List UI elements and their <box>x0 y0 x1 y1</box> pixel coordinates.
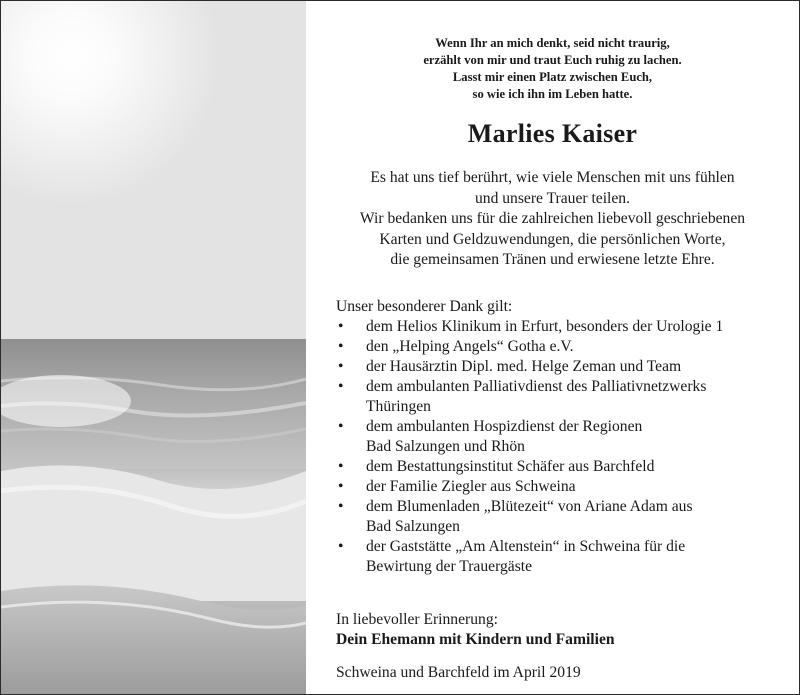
poem-line: Wenn Ihr an mich denkt, seid nicht traurig, <box>435 36 670 50</box>
special-thanks-list <box>336 317 796 577</box>
bullet-icon: • <box>338 498 344 515</box>
thanks-line: Wir bedanken uns für die zahlreichen liebevoll geschriebenen <box>359 210 746 228</box>
list-item-text: dem ambulanten Hospizdienst der Regionen <box>366 418 643 435</box>
bullet-icon: • <box>338 458 344 475</box>
thanks-line: und unsere Trauer teilen. <box>474 189 631 207</box>
bullet-icon: • <box>338 378 344 395</box>
list-item-text: Bad Salzungen <box>366 518 460 535</box>
list-item-text: der Familie Ziegler aus Schweina <box>366 478 576 495</box>
closing-signature <box>336 610 615 650</box>
obituary-text-column <box>306 1 799 694</box>
deceased-name: Marlies Kaiser <box>467 119 638 148</box>
thanks-line: die gemeinsamen Tränen und erwiesene letzte Ehre. <box>390 251 715 269</box>
list-item <box>336 317 796 337</box>
list-item <box>336 457 796 477</box>
list-item <box>336 337 796 357</box>
list-item <box>336 357 796 377</box>
list-item <box>336 417 796 457</box>
list-item-text: der Hausärztin Dipl. med. Helge Zeman und Team <box>366 358 682 375</box>
signatories: Dein Ehemann mit Kindern und Familien <box>336 631 615 648</box>
thanks-line: Es hat uns tief berührt, wie viele Menschen mit uns fühlen <box>370 169 735 186</box>
sea-photo-graphic <box>1 1 306 694</box>
bullet-icon: • <box>338 418 344 435</box>
list-item-text: der Gaststätte „Am Altenstein“ in Schweina für die <box>366 538 686 555</box>
memorial-poem <box>306 35 799 103</box>
list-item-text: den „Helping Angels“ Gotha e.V. <box>366 338 574 355</box>
bullet-icon: • <box>338 338 344 355</box>
list-item-text: Bad Salzungen und Rhön <box>366 438 525 455</box>
thanks-paragraph <box>306 168 799 271</box>
place-and-date: Schweina und Barchfeld im April 2019 <box>336 664 581 681</box>
list-item-text: dem ambulanten Palliativdienst des Palliativnetzwerks <box>366 378 707 395</box>
list-item <box>336 377 796 417</box>
list-item <box>336 537 796 577</box>
special-thanks-heading: Unser besonderer Dank gilt: <box>336 298 513 315</box>
bullet-icon: • <box>338 538 344 555</box>
bullet-icon: • <box>338 358 344 375</box>
poem-line: erzählt von mir und traut Euch ruhig zu lachen. <box>423 53 682 67</box>
list-item-text: Bewirtung der Trauergäste <box>366 558 533 575</box>
list-item-text: Thüringen <box>366 398 431 415</box>
poem-line: so wie ich ihn im Leben hatte. <box>472 87 633 101</box>
list-item-text: dem Blumenladen „Blütezeit“ von Ariane Adam aus <box>366 498 693 515</box>
list-item-text: dem Helios Klinikum in Erfurt, besonders der Urologie 1 <box>366 318 724 335</box>
list-item <box>336 497 796 537</box>
bullet-icon: • <box>338 318 344 335</box>
thanks-line: Karten und Geldzuwendungen, die persönlichen Worte, <box>379 230 726 248</box>
sea-sunset-photo <box>1 1 306 694</box>
list-item-text: dem Bestattungsinstitut Schäfer aus Barchfeld <box>366 458 655 475</box>
list-item <box>336 477 796 497</box>
poem-line: Lasst mir einen Platz zwischen Euch, <box>452 70 653 84</box>
closing-line: In liebevoller Erinnerung: <box>336 611 498 628</box>
bullet-icon: • <box>338 478 344 495</box>
